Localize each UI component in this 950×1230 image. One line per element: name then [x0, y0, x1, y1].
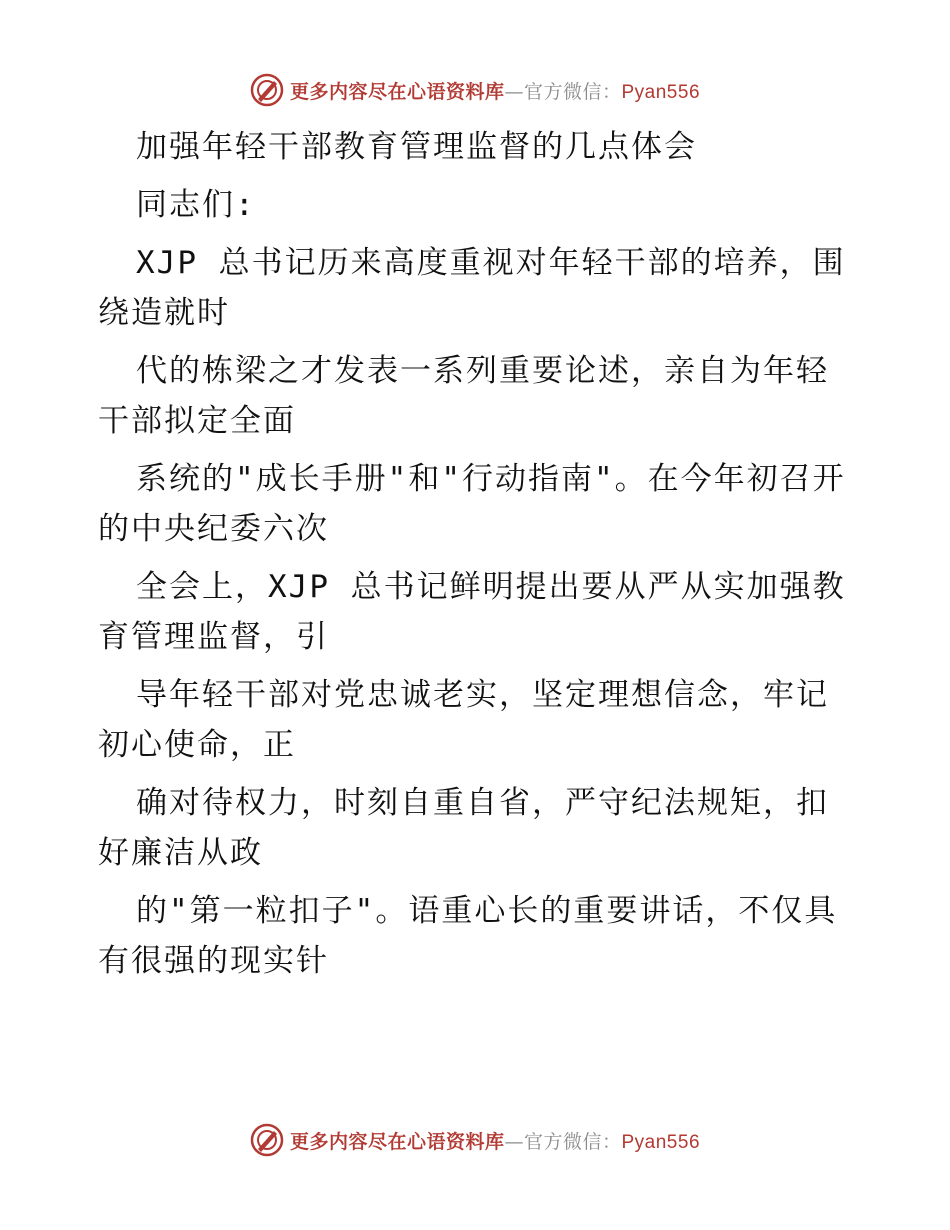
paragraph-line: 的中央纪委六次 [98, 511, 329, 547]
paragraph-line: 导年轻干部对党忠诚老实，坚定理想信念，牢记 [136, 677, 829, 713]
footer-dash: — [504, 1130, 524, 1153]
brand-logo-icon [250, 1123, 284, 1157]
paragraph-line: 干部拟定全面 [98, 403, 296, 439]
paragraph-line: 全会上，XJP 总书记鲜明提出要从严从实加强教 [136, 569, 846, 605]
salutation: 同志们: [136, 187, 256, 223]
header-dash: — [504, 80, 524, 103]
footer-wechat-id: Pyan556 [621, 1131, 701, 1153]
paragraph-line: 育管理监督，引 [98, 619, 329, 655]
header-text [290, 77, 700, 104]
document-title: 加强年轻干部教育管理监督的几点体会 [136, 129, 697, 165]
header-banner [0, 70, 950, 110]
paragraph-line: 初心使命，正 [98, 727, 296, 763]
header-wechat-id: Pyan556 [621, 81, 701, 103]
paragraph-line: 确对待权力，时刻自重自省，严守纪法规矩，扣 [136, 785, 829, 821]
footer-wechat-label: 官方微信： [523, 1130, 622, 1153]
brand-logo-icon [250, 73, 284, 107]
footer-brand: 更多内容尽在心语资料库 [289, 1130, 505, 1153]
paragraph-line: XJP 总书记历来高度重视对年轻干部的培养，围 [136, 245, 846, 281]
header-brand: 更多内容尽在心语资料库 [289, 80, 505, 103]
paragraph-line: 有很强的现实针 [98, 943, 329, 979]
paragraph-line: 绕造就时 [98, 295, 230, 331]
paragraph-line: 好廉洁从政 [98, 835, 263, 871]
footer-text [290, 1127, 700, 1154]
paragraph-line: 的"第一粒扣子"。语重心长的重要讲话，不仅具 [136, 893, 838, 929]
header-wechat-label: 官方微信： [523, 80, 622, 103]
paragraph-line: 代的栋梁之才发表一系列重要论述，亲自为年轻 [136, 353, 829, 389]
footer-banner [0, 1120, 950, 1160]
paragraph-line: 系统的"成长手册"和"行动指南"。在今年初召开 [136, 461, 846, 497]
document-body [98, 122, 854, 986]
